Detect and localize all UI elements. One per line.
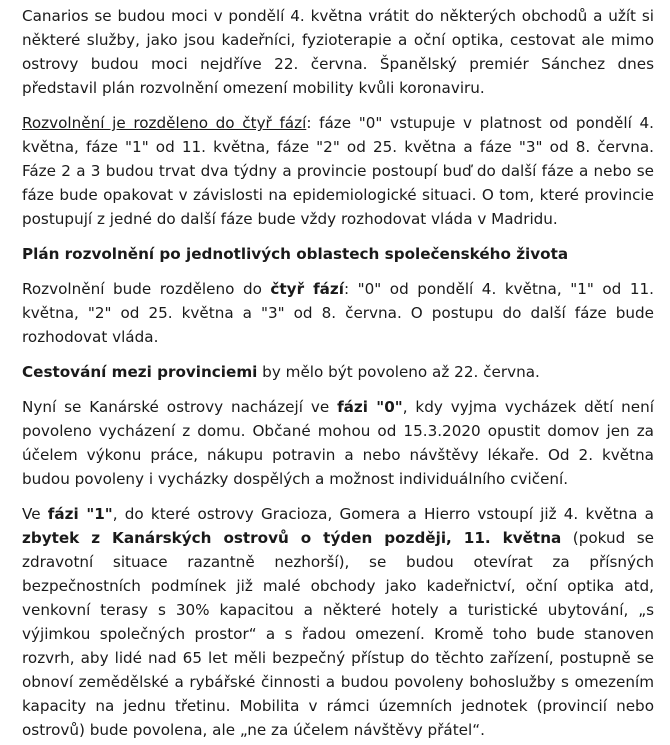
paragraph-intro: Canarios se budou moci v pondělí 4. května vrátit do některých obchodů a užít si některé služby, jako jsou kadeřníci, fyzioterapie a oční optika, cestovat ale mimo ostrovy budou moci nejdříve 22. června. Španělský premiér Sánchez dnes představil plán rozvolnění omezení mobility kvůli koronaviru.	[22, 7, 654, 97]
paragraph-phase-1: Ve fázi "1", do které ostrovy Gracioza, Gomera a Hierro vstoupí již 4. května a zbytek z Kanárských ostrovů o týden později, 11. května (pokud se zdravotní situace razantně nezhorší), se budou otevírat za přísných bezpečnostních podmínek již malé obchody jako kadeřnictví, oční optika atd, venkovní terasy s 30% kapacitou a některé hotely a turistické ubytování, „s výjimkou společných prostor“ a s řadou omezení. Kromě toho bude stanoven rozvrh, aby lidé nad 65 let měli bezpečný přístup do těchto zařízení, postupně se obnoví zemědělské a rybářské činnosti a budou povoleny bohoslužby s omezením kapacity na jednu třetinu. Mobilita v rámci územních jednotek (provincií nebo ostrovů) bude povolena, ale „ne za účelem návštěvy přátel“.	[22, 505, 654, 739]
paragraph-travel: Cestování mezi provinciemi by mělo být povoleno až 22. června.	[22, 363, 540, 381]
paragraph-phase-0: Nyní se Kanárské ostrovy nacházejí ve fázi "0", kdy vyjma vycházek dětí není povoleno vycházení z domu. Občané mohou od 15.3.2020 opustit domov jen za účelem výkonu práce, nákupu potravin a nebo návštěvy lékaře. Od 2. května budou povoleny i vycházky dospělých a možnost individuálního cvičení.	[22, 398, 654, 488]
section-heading: Plán rozvolnění po jednotlivých oblastech společenského života	[22, 245, 569, 263]
phases-link[interactable]: Rozvolnění je rozděleno do čtyř fází	[22, 114, 307, 132]
paragraph-plan: Rozvolnění bude rozděleno do čtyř fází: "0" od pondělí 4. května, "1" od 11. května, "2" od 25. května a "3" od 8. června. O postupu do další fáze bude rozhodovat vláda.	[22, 280, 654, 346]
paragraph-phases: Rozvolnění je rozděleno do čtyř fází: fáze "0" vstupuje v platnost od pondělí 4. května, fáze "1" od 11. května, fáze "2" od 25. května a fáze "3" od 8. června. Fáze 2 a 3 budou trvat dva týdny a provincie postoupí buď do další fáze a nebo se fáze bude opakovat v závislosti na epidemiologické situaci. O tom, které provincie postupují z jedné do další fáze bude vždy rozhodovat vláda v Madridu.	[22, 114, 654, 228]
